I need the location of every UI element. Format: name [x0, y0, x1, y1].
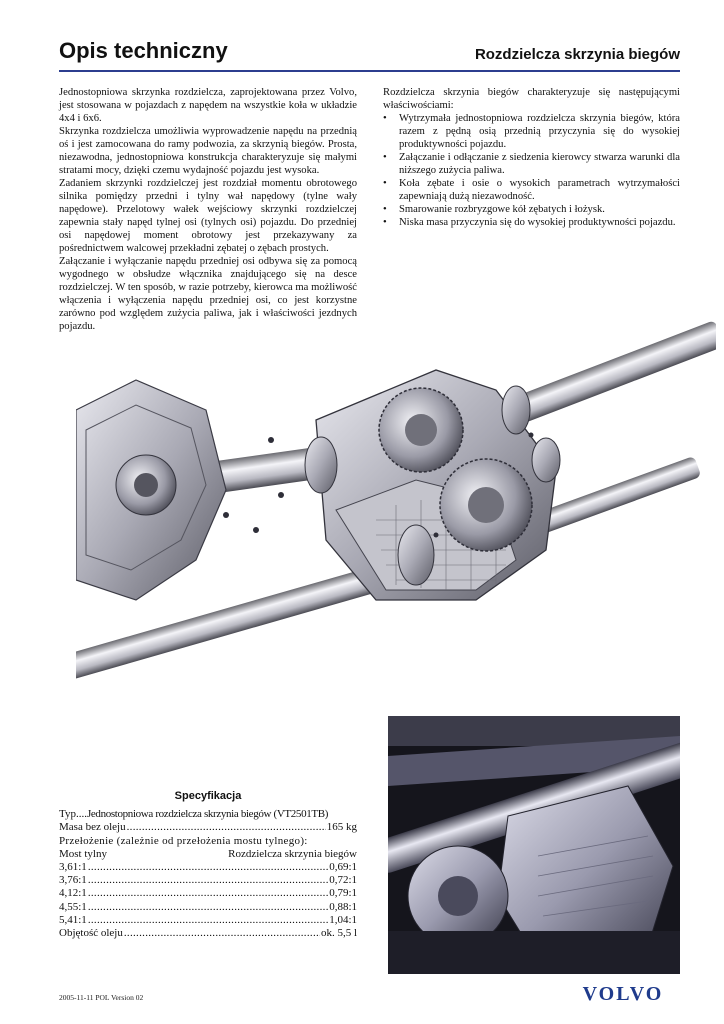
logo-text: VOLVO [582, 984, 664, 1002]
spec-mass-value: 165 kg [326, 821, 357, 834]
volvo-logo [566, 984, 680, 1002]
paragraph: Załączanie i wyłączanie napędu przedniej osi odbywa się za pomocą wygodnego w obsłudze włącznika znajdującego się na desce rozdzielczej. W ten sposób, w razie potrzeby, kierowca ma możliwość włączenia i wyłączenia napędu przedniej osi, co jest korzystne zarówno pod względem zużycia paliwa, jak i właściwości jezdnych pojazdu. [59, 256, 357, 332]
spec-mass-row [59, 821, 357, 834]
list-item: • Koła zębate i osie o wysokich parametrach wytrzymałości zapewniają dużą niezawodność. [383, 177, 680, 203]
ratio-box: 0,88:1 [329, 900, 357, 913]
spec-col-axle: Most tylny [59, 847, 107, 860]
header-rule [59, 70, 680, 72]
features-intro: Rozdzielcza skrzynia biegów charakteryzuje się następującymi właściwościami: [383, 87, 680, 111]
table-row [59, 887, 357, 900]
paragraph: Zadaniem skrzynki rozdzielczej jest rozdział momentu obrotowego silnika pomiędzy przedni i tylny wał napędowy (tylne wały napędowe). Przelotowy wałek wejściowy skrzynki rozdzielczej zapewnia stały napęd tylnej osi (tylnych osi) pojazdu. Do przedniej osi napędowej moment obrotowy jest przekazywany za pośrednictwem walcowej przekładni zębatej o zębach prostych. [59, 178, 357, 254]
list-item: • Wytrzymała jednostopniowa rozdzielcza skrzynia biegów, która razem z pędną osią przednią przyczynia się do wysokiej produktywności pojazdu. [383, 112, 680, 151]
paragraph: Jednostopniowa skrzynka rozdzielcza, zaprojektowana przez Volvo, jest stosowana w pojazdach z napędem na wszystkie koła w układzie 4x4 i 6x6. [59, 87, 357, 124]
spec-title: Specyfikacja [174, 790, 242, 802]
table-row [59, 901, 357, 914]
table-row [59, 874, 357, 887]
ratio-box: 1,04:1 [329, 913, 357, 926]
spec-type-row: Typ .... Jednostopniowa rozdzielcza skrzynia biegów (VT2501TB) [59, 808, 329, 821]
ratio-axle: 3,76:1 [59, 874, 87, 887]
table-row [59, 861, 357, 874]
spec-mass-label: Masa bez oleju [59, 821, 126, 834]
spec-col-box: Rozdzielcza skrzynia biegów [228, 847, 357, 860]
transfer-case-illustration [76, 300, 716, 720]
ratio-axle: 3,61:1 [59, 861, 87, 874]
right-column-text [383, 86, 680, 229]
specification-block [59, 790, 357, 940]
page-title: Opis techniczny [59, 38, 228, 63]
spec-ratio-columns [59, 848, 357, 861]
features-list [383, 112, 680, 229]
spec-type-label: Typ [59, 808, 76, 821]
page-subtitle: Rozdzielcza skrzynia biegów [474, 46, 680, 63]
spec-ratio-header: Przełożenie (zależnie od przełożenia mostu tylnego): [59, 834, 308, 847]
left-column-text [59, 86, 357, 333]
paragraph: Skrzynka rozdzielcza umożliwia wyprowadzenie napędu na przednią oś i jest zamocowana do ramy podwozia, za skrzynią biegów. Prosta, niezawodna, jednostopniowa konstrukcja charakteryzuje się małymi stratami mocy, dzięki czemu wydajność pojazdu jest wysoka. [59, 126, 357, 176]
list-item: • Niska masa przyczynia się do wysokiej produktywności pojazdu. [383, 216, 680, 229]
spec-type-value: Jednostopniowa rozdzielcza skrzynia biegów (VT2501TB) [86, 808, 329, 821]
spec-oil-row [59, 927, 357, 940]
ratio-axle: 5,41:1 [59, 913, 87, 926]
footer-version: 2005-11-11 POL Version 02 [59, 993, 144, 1002]
ratio-box: 0,69:1 [329, 861, 357, 874]
spec-oil-label: Objętość oleju [59, 927, 123, 940]
ratio-box: 0,72:1 [329, 874, 357, 887]
ratio-axle: 4,12:1 [59, 887, 87, 900]
installed-transfer-case-photo [388, 716, 680, 974]
table-row [59, 914, 357, 927]
list-item: • Smarowanie rozbryzgowe kół zębatych i łożysk. [383, 203, 680, 216]
spec-oil-value: ok. 5,5 l [320, 927, 357, 940]
ratio-box: 0,79:1 [329, 887, 357, 900]
list-item: • Załączanie i odłączanie z siedzenia kierowcy stwarza warunki dla niższego zużycia paliwa. [383, 151, 680, 177]
ratio-axle: 4,55:1 [59, 900, 87, 913]
